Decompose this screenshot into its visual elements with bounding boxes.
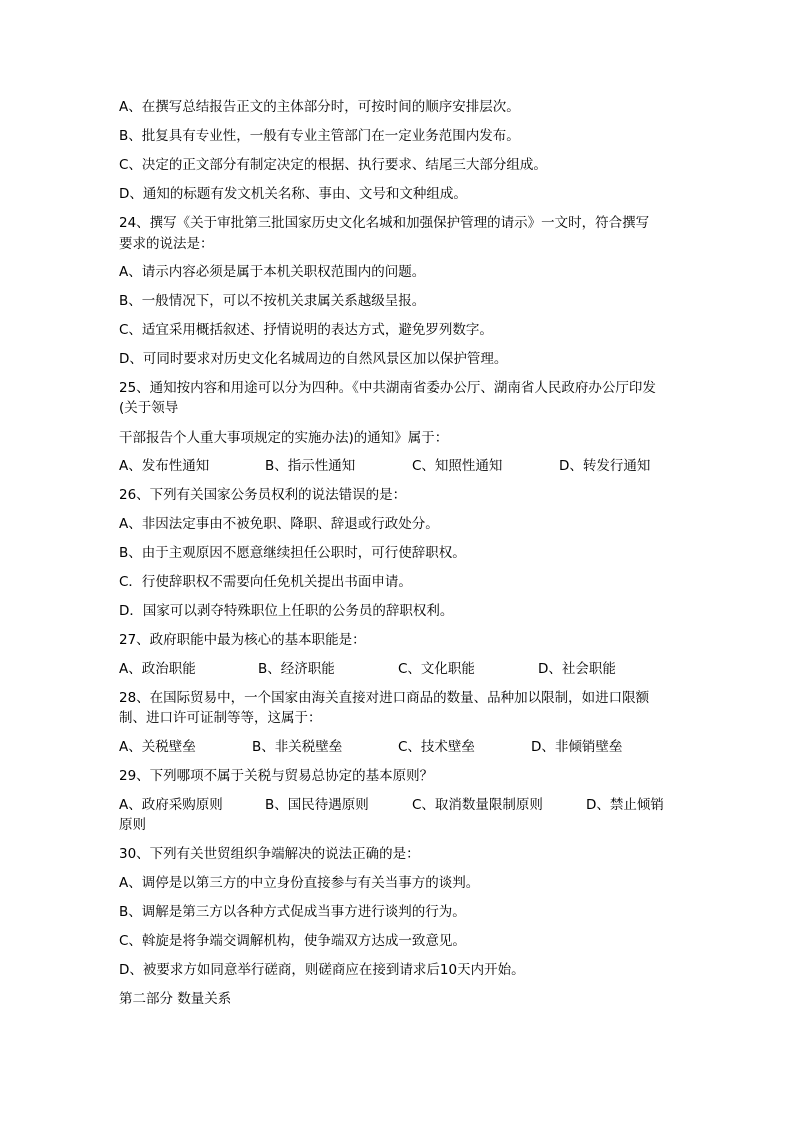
option-line-24b: B、一般情况下，可以不按机关隶属关系越级呈报。: [119, 293, 426, 309]
option-line-26c: C．行使辞职权不需要向任免机关提出书面申请。: [119, 574, 412, 590]
option-line-30b: B、调解是第三方以各种方式促成当事方进行谈判的行为。: [119, 904, 466, 920]
option-29a: A、政府采购原则: [119, 797, 223, 813]
option-line-30d: D、被要求方如同意举行磋商，则磋商应在接到请求后10天内开始。: [119, 962, 525, 978]
option-25b: B、指示性通知: [265, 458, 356, 474]
option-28c: C、技术壁垒: [398, 739, 475, 755]
question-30: 30、下列有关世贸组织争端解决的说法正确的是：: [119, 846, 420, 862]
question-28-cont: 制、进口许可证制等等，这属于：: [119, 710, 322, 726]
option-27c: C、文化职能: [398, 661, 475, 677]
question-26: 26、下列有关国家公务员权利的说法错误的是：: [119, 487, 407, 503]
question-25-cont2: 干部报告个人重大事项规定的实施办法)的通知》属于：: [119, 430, 449, 446]
option-line-30a: A、调停是以第三方的中立身份直接参与有关当事方的谈判。: [119, 875, 480, 891]
option-27d: D、社会职能: [538, 661, 616, 677]
option-29d: D、禁止倾销: [586, 797, 664, 813]
option-28d: D、非倾销壁垒: [531, 739, 623, 755]
question-24-cont: 要求的说法是：: [119, 236, 214, 252]
option-line-24c: C、适宜采用概括叙述、抒情说明的表达方式，避免罗列数字。: [119, 322, 493, 338]
option-line-26d: D．国家可以剥夺特殊职位上任职的公务员的辞职权利。: [119, 603, 454, 619]
option-29b: B、国民待遇原则: [265, 797, 369, 813]
option-29c: C、取消数量限制原则: [412, 797, 543, 813]
option-27a: A、政治职能: [119, 661, 196, 677]
option-line-30c: C、斡旋是将争端交调解机构，使争端双方达成一致意见。: [119, 933, 466, 949]
option-25d: D、转发行通知: [559, 458, 651, 474]
options-row-29: [119, 797, 679, 813]
option-line-23a: A、在撰写总结报告正文的主体部分时，可按时间的顺序安排层次。: [119, 99, 520, 115]
option-line-23d: D、通知的标题有发文机关名称、事由、文号和文种组成。: [119, 186, 467, 202]
options-row-28: [119, 739, 679, 755]
option-27b: B、经济职能: [258, 661, 335, 677]
option-line-24a: A、请示内容必须是属于本机关职权范围内的问题。: [119, 264, 426, 280]
question-29: 29、下列哪项不属于关税与贸易总协定的基本原则？: [119, 768, 434, 784]
option-line-23b: B、批复具有专业性，一般有专业主管部门在一定业务范围内发布。: [119, 128, 520, 144]
question-25-cont: (关于领导: [119, 400, 179, 416]
question-25: 25、通知按内容和用途可以分为四种。《中共湖南省委办公厅、湖南省人民政府办公厅印发: [119, 380, 656, 396]
question-24: 24、撰写《关于审批第三批国家历史文化名城和加强保护管理的请示》一文时，符合撰写: [119, 215, 650, 231]
options-row-25: [119, 458, 679, 474]
option-29d-cont: 原则: [119, 817, 146, 833]
option-line-23c: C、决定的正文部分有制定决定的根据、执行要求、结尾三大部分组成。: [119, 157, 547, 173]
options-row-27: [119, 661, 679, 677]
question-27: 27、政府职能中最为核心的基本职能是：: [119, 632, 366, 648]
question-28: 28、在国际贸易中，一个国家由海关直接对进口商品的数量、品种加以限制，如进口限额: [119, 690, 650, 706]
option-line-24d: D、可同时要求对历史文化名城周边的自然风景区加以保护管理。: [119, 351, 508, 367]
option-line-26b: B、由于主观原因不愿意继续担任公职时，可行使辞职权。: [119, 545, 466, 561]
option-28a: A、关税壁垒: [119, 739, 196, 755]
option-25a: A、发布性通知: [119, 458, 210, 474]
option-line-26a: A、非因法定事由不被免职、降职、辞退或行政处分。: [119, 516, 439, 532]
option-28b: B、非关税壁垒: [252, 739, 343, 755]
section-heading: 第二部分 数量关系: [119, 991, 232, 1007]
option-25c: C、知照性通知: [412, 458, 503, 474]
